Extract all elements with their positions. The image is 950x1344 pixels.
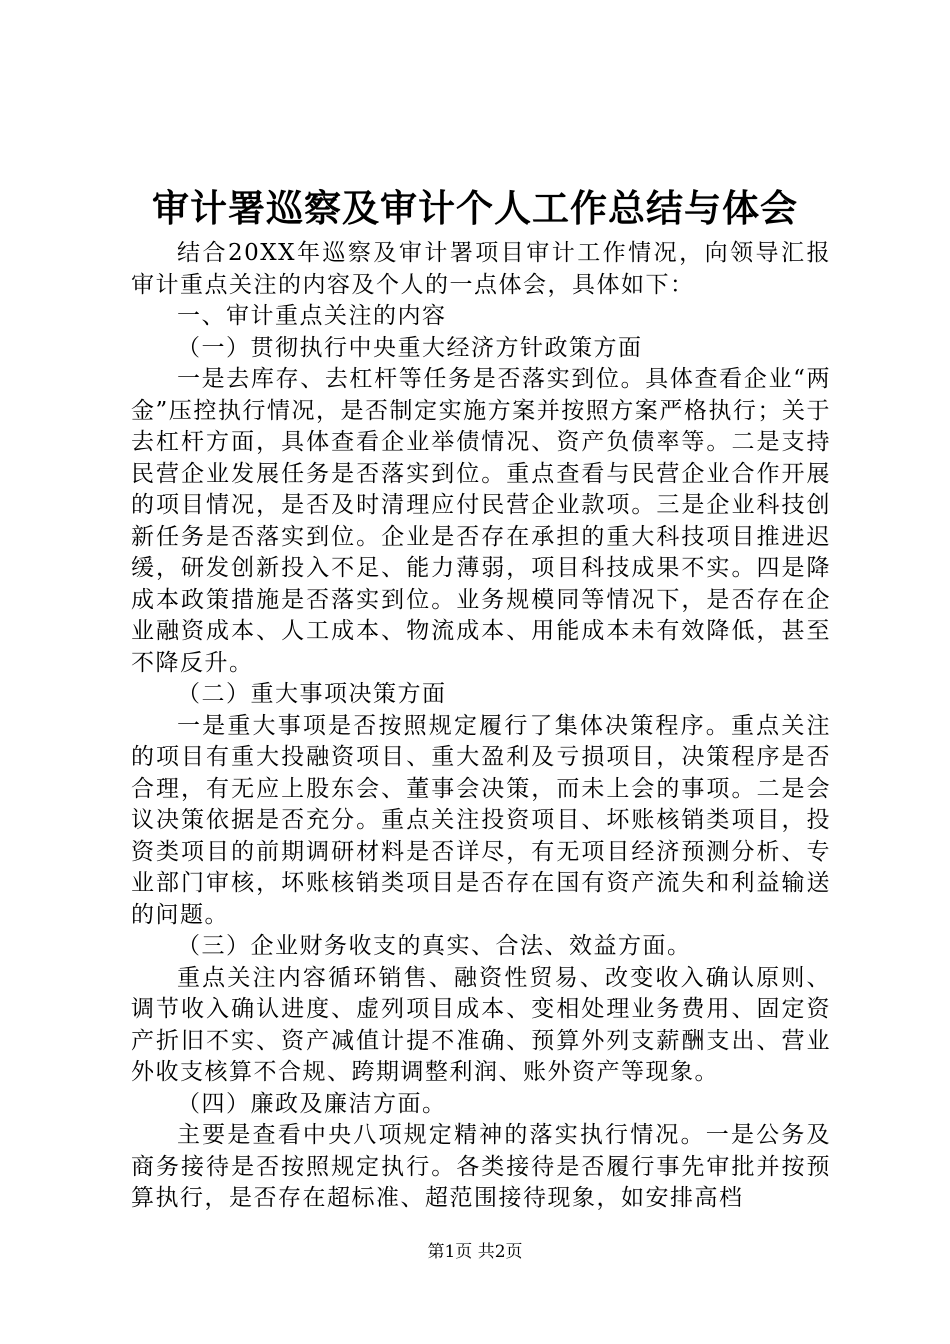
paragraph-decision: 一是重大事项是否按照规定履行了集体决策程序。重点关注的项目有重大投融资项目、重大盈利及亏损项目，决策程序是否合理，有无应上股东会、董事会决策，而未上会的事项。二是会议决策依据是否充分。重点关注投资项目、坏账核销类项目，投资类项目的前期调研材料是否详尽，有无项目经济预测分析、专业部门审核，坏账核销类项目是否存在国有资产流失和利益输送的问题。 — [131, 712, 831, 928]
heading-subsection-4: （四）廉政及廉洁方面。 — [177, 1090, 447, 1117]
paragraph-policy: 一是去库存、去杠杆等任务是否落实到位。具体查看企业“两金”压控执行情况，是否制定实施方案并按照方案严格执行；关于去杠杆方面，具体查看企业举债情况、资产负债率等。二是支持民营企业发展任务是否落实到位。重点查看与民营企业合作开展的项目情况，是否及时清理应付民营企业款项。三是企业科技创新任务是否落实到位。企业是否存在承担的重大科技项目推进迟缓，研发创新投入不足、能力薄弱，项目科技成果不实。四是降成本政策措施是否落实到位。业务规模同等情况下，是否存在企业融资成本、人工成本、物流成本、用能成本未有效降低，甚至不降反升。 — [131, 366, 831, 676]
heading-subsection-1: （一）贯彻执行中央重大经济方针政策方面 — [177, 334, 643, 361]
document-body — [131, 238, 831, 1215]
paragraph-intro: 结合20XX年巡察及审计署项目审计工作情况，向领导汇报审计重点关注的内容及个人的一点体会，具体如下： — [131, 240, 831, 298]
heading-subsection-2: （二）重大事项决策方面 — [177, 681, 447, 707]
heading-section-1: 一、审计重点关注的内容 — [177, 303, 447, 329]
heading-subsection-3: （三）企业财务收支的真实、合法、效益方面。 — [177, 933, 692, 959]
paragraph-finance: 重点关注内容循环销售、融资性贸易、改变收入确认原则、调节收入确认进度、虚列项目成本、变相处理业务费用、固定资产折旧不实、资产减值计提不准确、预算外列支薪酬支出、营业外收支核算不合规、跨期调整利润、账外资产等现象。 — [131, 964, 831, 1085]
paragraph-integrity: 主要是查看中央八项规定精神的落实执行情况。一是公务及商务接待是否按照规定执行。各类接待是否履行事先审批并按预算执行，是否存在超标准、超范围接待现象，如安排高档 — [131, 1122, 831, 1211]
page-footer: 第1页 共2页 — [427, 1242, 523, 1262]
document-title: 审计署巡察及审计个人工作总结与体会 — [152, 186, 798, 230]
